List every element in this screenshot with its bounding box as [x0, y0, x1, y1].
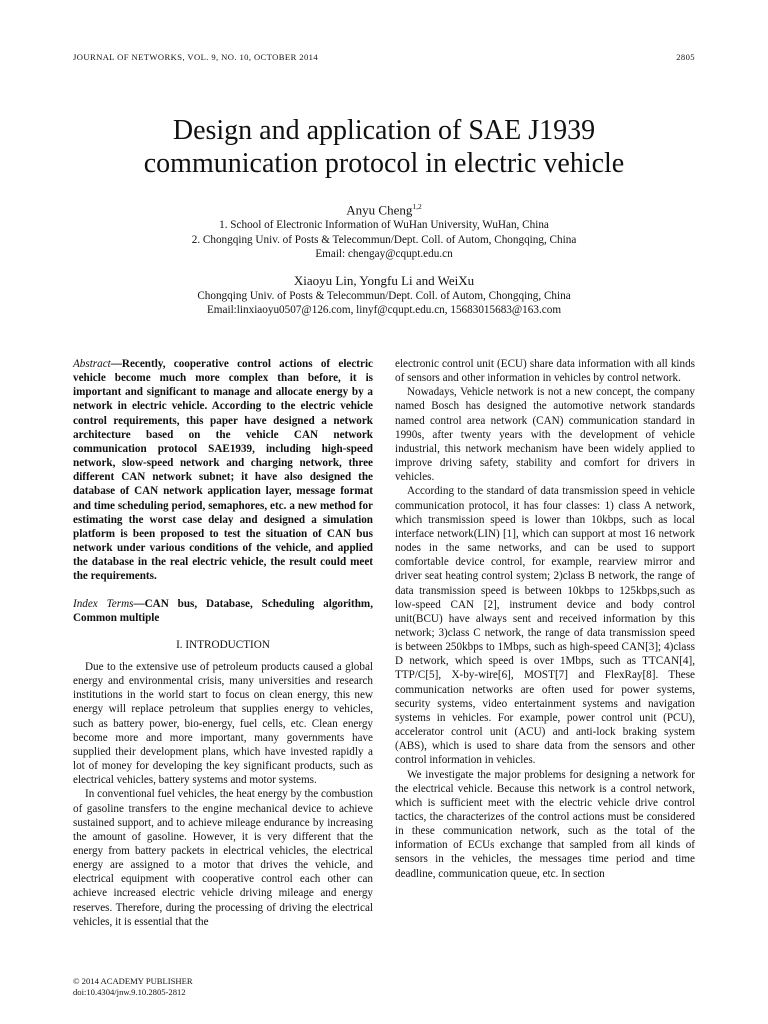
page-footer	[73, 976, 193, 998]
section-number: I. I	[176, 638, 190, 651]
author-name-text: Anyu Cheng	[346, 202, 413, 218]
page-number: 2805	[676, 52, 695, 62]
index-terms	[73, 597, 373, 625]
coauthor-emails: Email:linxiaoyu0507@126.com, linyf@cqupt.edu.cn, 15683015683@163.com	[206, 304, 562, 317]
index-terms-text: —CAN bus, Database, Scheduling algorithm, Common multiple	[73, 597, 373, 624]
body-paragraph: Due to the extensive use of petroleum products caused a global energy and environmental crisis, many universities and research institutions in the world start to focus on clean energy, this new energy will replace petroleum that supplies energy to vehicles, such as battery power, bio-energy, fuel cells, etc. Clean energy become more and more important, many governments have supplied their development plans, which have invested rapidly a lot of money for developing the key significant products, such as electrical vehicles, battery systems and motor systems.	[73, 660, 373, 787]
body-paragraph: In conventional fuel vehicles, the heat energy by the combustion of gasoline transfers to the engine mechanical device to achieve sustained support, and to achieve mileage endurance by increasing the amount of gasoline. However, it is very different that the energy from battery packets in electrical vehicles, the electrical energy are assigned to a motor that drives the vehicle, and electrical equipment with cooperative control each other can achieve increased electric vehicle driving mileage and energy reserves. Therefore, during the processing of driving the electrical vehicles, it is essential that the	[73, 788, 373, 928]
affiliation-1: 1. School of Electronic Information of WuHan University, WuHan, China	[219, 219, 549, 232]
author-affiliation-marks: 1,2	[412, 202, 422, 211]
journal-info: JOURNAL OF NETWORKS, VOL. 9, NO. 10, OCTOBER 2014	[73, 52, 319, 62]
abstract-label: Abstract	[73, 358, 111, 370]
title-line-1: Design and application of SAE J1939	[172, 115, 596, 146]
section-heading	[73, 638, 373, 652]
paper-title	[0, 114, 768, 180]
section-title: NTRODUCTION	[189, 638, 270, 651]
copyright-notice: © 2014 ACADEMY PUBLISHER	[73, 976, 193, 986]
coauthor-names: Xiaoyu Lin, Yongfu Li and WeiXu	[293, 273, 475, 288]
coauthor-affiliation: Chongqing Univ. of Posts & Telecommun/Dept. Coll. of Autom, Chongqing, China	[197, 290, 571, 302]
running-header	[73, 52, 695, 66]
author-block-2	[0, 272, 768, 318]
body-paragraph: electronic control unit (ECU) share data information with all kinds of sensors and other information in vehicles by control network.	[395, 358, 695, 385]
body-paragraph: According to the standard of data transmission speed in vehicle communication protocol, it has four classes: 1) class A network, which transmission speed is lower than 10kbps, such as local interface network(LIN) [1], which can support at most 16 network nodes in the same networks, and can be used to support comfortable device control, for example, rearview mirror and driver seat heating control system; 2)class B network, the range of data transmission speed is between 10kbps to 125kbps,such as low-speed CAN [2], instrument device and body control unit(BCU) have always sent and received information by this network; 3)class C network, the range of data transmission speed is between 250kbps to 1Mbps, such as high-speed CAN[3]; 4)class D network, which speed is over 1Mbps, such as TTCAN[4], TTP/C[5], X-by-wire[6], MOST[7] and FlexRay[8]. These communication networks are often used for power systems, security systems, video entertainment systems and navigation systems in vehicles. For example, power control unit (PCU), accelerator control unit (ACU) and anti-lock braking system (ABS), which is used to share data from the sensors and other control information in vehicles.	[395, 485, 695, 767]
author-name	[0, 198, 768, 218]
abstract-text: —Recently, cooperative control actions of electric vehicle become much more complex than before, it is important and significant to manage and allocate energy by a network in electric vehicle. According to the electric vehicle control requirements, this paper have designed a network architecture based on the vehicle CAN network communication protocol SAE1939, including high-speed network, slow-speed network and charging network, three different CAN network subnet; it have also designed the database of CAN network application layer, message format and time scheduling period, semaphores, etc. a new method for estimating the worst case delay and designed a simulation platform is been proposed to test the situation of CAN bus network under various conditions of the vehicle, and applied the database in the real electric vehicle, the result could meet the requirements.	[73, 358, 373, 583]
left-column	[73, 357, 373, 929]
body-paragraph: Nowadays, Vehicle network is not a new concept, the company named Bosch has designed the automotive network standards named control area network (CAN) communication standard in 1990s, after twenty years with the development of vehicle industrial, this network mechanism have been widely applied to improve driving safety, stability and comfort for drivers in vehicles.	[395, 386, 695, 484]
doi: doi:10.4304/jnw.9.10.2805-2812	[73, 987, 186, 997]
affiliation-2: 2. Chongqing Univ. of Posts & Telecommun/Dept. Coll. of Autom, Chongqing, China	[191, 233, 577, 246]
author-email: Email: chengay@cqupt.edu.cn	[315, 248, 453, 261]
index-terms-label: Index Terms	[73, 597, 134, 610]
abstract	[73, 357, 373, 584]
body-paragraph: We investigate the major problems for designing a network for the electrical vehicle. Because this network is a control network, which is sufficient meet with the electric vehicle drive control tactics, the characterizes of the control actions must be considered in these communication network, such as the total of the information of ECUs exchange that sampled from all kinds of sensors in the vehicles, the messages time period and time deadline, communication queue, etc. In section	[395, 768, 695, 880]
right-column	[395, 357, 695, 881]
author-block-1	[0, 198, 768, 262]
title-line-2: communication protocol in electric vehicle	[143, 148, 625, 179]
